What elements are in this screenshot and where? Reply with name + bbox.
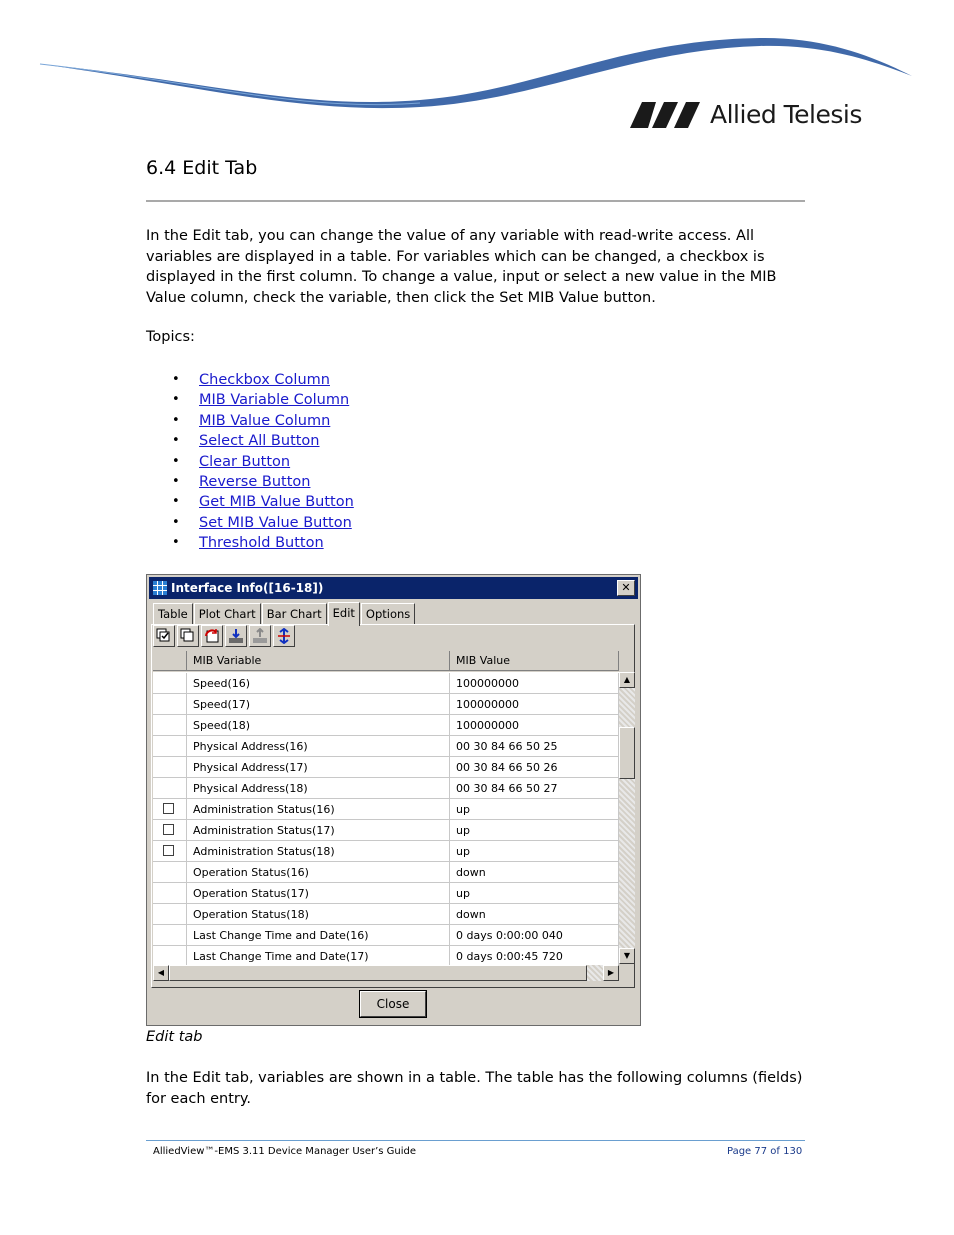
tab-options[interactable]: Options xyxy=(361,603,415,625)
threshold-icon xyxy=(276,628,292,644)
vertical-scrollbar[interactable] xyxy=(619,672,635,964)
reverse-icon xyxy=(204,628,220,644)
table-row[interactable] xyxy=(153,904,619,925)
mib-variable-cell: Last Change Time and Date(17) xyxy=(187,946,450,967)
close-button[interactable]: Close xyxy=(360,991,426,1017)
mib-variable-cell: Operation Status(17) xyxy=(187,883,450,904)
topics-label: Topics: xyxy=(146,329,195,345)
mib-value-cell[interactable]: 100000000 xyxy=(450,673,619,694)
table-row[interactable] xyxy=(153,925,619,946)
select-all-icon xyxy=(156,628,172,644)
checkbox-cell xyxy=(153,694,187,715)
mib-value-cell[interactable]: down xyxy=(450,862,619,883)
tab-bar xyxy=(153,603,416,625)
checkbox-cell xyxy=(153,736,187,757)
logo-mark-icon xyxy=(630,102,704,128)
column-header-mib-value[interactable]: MIB Value xyxy=(450,651,619,671)
set-mib-value-button[interactable] xyxy=(249,625,271,647)
mib-variable-cell: Operation Status(18) xyxy=(187,904,450,925)
tab-edit[interactable]: Edit xyxy=(328,602,360,626)
checkbox-cell xyxy=(153,883,187,904)
mib-value-cell[interactable]: 00 30 84 66 50 27 xyxy=(450,778,619,799)
clear-button[interactable] xyxy=(177,625,199,647)
checkbox-cell xyxy=(153,862,187,883)
mib-value-cell[interactable]: 00 30 84 66 50 25 xyxy=(450,736,619,757)
table-row[interactable] xyxy=(153,715,619,736)
logo-text: Allied Telesis xyxy=(710,100,862,129)
checkbox-cell xyxy=(153,841,187,862)
tab-plot-chart[interactable]: Plot Chart xyxy=(194,603,261,625)
threshold-button[interactable] xyxy=(273,625,295,647)
mib-variable-cell: Administration Status(17) xyxy=(187,820,450,841)
row-checkbox[interactable] xyxy=(163,824,174,835)
list-item xyxy=(146,533,354,553)
topic-link-reverse-button[interactable]: Reverse Button xyxy=(199,473,311,490)
table-row[interactable] xyxy=(153,946,619,967)
mib-variable-cell: Speed(18) xyxy=(187,715,450,736)
tab-bar-chart[interactable]: Bar Chart xyxy=(262,603,327,625)
scroll-left-icon[interactable]: ◀ xyxy=(153,965,169,981)
footer-guide-title: AlliedView™-EMS 3.11 Device Manager User’s Guide xyxy=(153,1146,417,1157)
topic-link-checkbox-column[interactable]: Checkbox Column xyxy=(199,372,330,388)
table-row[interactable] xyxy=(153,820,619,841)
footer-page-number: Page 77 of 130 xyxy=(727,1146,803,1157)
section-title: 6.4 Edit Tab xyxy=(146,157,258,179)
list-item xyxy=(146,513,354,533)
mib-value-cell[interactable]: 100000000 xyxy=(450,694,619,715)
edit-toolbar xyxy=(153,625,297,647)
mib-variable-cell: Administration Status(16) xyxy=(187,799,450,820)
list-item xyxy=(146,492,354,512)
window-title: Interface Info([16-18]) xyxy=(171,581,324,595)
checkbox-cell xyxy=(153,673,187,694)
mib-value-cell[interactable]: up xyxy=(450,799,619,820)
mib-value-cell[interactable]: down xyxy=(450,904,619,925)
checkbox-cell xyxy=(153,925,187,946)
checkbox-cell xyxy=(153,757,187,778)
scroll-right-icon[interactable]: ▶ xyxy=(603,965,619,981)
closing-paragraph: In the Edit tab, variables are shown in a table. The table has the following columns (fields) for each entry. xyxy=(146,1070,803,1107)
window-titlebar[interactable] xyxy=(149,577,638,599)
header-swoosh-graphic xyxy=(0,0,954,115)
mib-table xyxy=(153,651,619,967)
row-checkbox[interactable] xyxy=(163,845,174,856)
select-all-button[interactable] xyxy=(153,625,175,647)
interface-info-window xyxy=(146,574,641,1026)
mib-variable-cell: Physical Address(16) xyxy=(187,736,450,757)
table-row[interactable] xyxy=(153,757,619,778)
horizontal-scrollbar[interactable] xyxy=(153,965,619,981)
clear-icon xyxy=(180,628,196,644)
horizontal-scroll-track[interactable] xyxy=(169,965,603,981)
topic-link-get-mib-value-button[interactable]: Get MIB Value Button xyxy=(199,494,354,511)
column-header-mib-variable[interactable]: MIB Variable xyxy=(187,651,450,671)
mib-value-cell[interactable]: 0 days 0:00:45 720 xyxy=(450,946,619,967)
topic-link-mib-value-column[interactable]: MIB Value Column xyxy=(199,412,331,429)
allied-telesis-logo xyxy=(630,100,862,129)
intro-paragraph: In the Edit tab, you can change the value of any variable with read-write access. All variables are displayed in a table. For variables which can be changed, a checkbox is displayed in the first column. To change a value, input or select a new value in the MIB Value column, check the variable, then click the Set MIB Value button. xyxy=(146,228,777,306)
topic-link-threshold-button[interactable]: Threshold Button xyxy=(199,535,324,552)
get-mib-value-icon xyxy=(228,628,244,644)
list-item xyxy=(146,431,354,451)
mib-variable-cell: Administration Status(18) xyxy=(187,841,450,862)
topic-link-select-all-button[interactable]: Select All Button xyxy=(199,433,320,450)
footer-divider xyxy=(146,1140,805,1141)
scroll-up-icon[interactable]: ▲ xyxy=(619,672,635,688)
mib-variable-cell: Physical Address(17) xyxy=(187,757,450,778)
checkbox-cell xyxy=(153,820,187,841)
checkbox-cell xyxy=(153,715,187,736)
mib-value-cell[interactable]: 00 30 84 66 50 26 xyxy=(450,757,619,778)
table-header xyxy=(153,651,619,672)
mib-variable-cell: Speed(16) xyxy=(187,673,450,694)
table-row[interactable] xyxy=(153,694,619,715)
get-mib-value-button[interactable] xyxy=(225,625,247,647)
checkbox-cell xyxy=(153,946,187,967)
table-row[interactable] xyxy=(153,736,619,757)
mib-value-cell[interactable]: up xyxy=(450,820,619,841)
list-item xyxy=(146,370,354,390)
topic-link-mib-variable-column[interactable]: MIB Variable Column xyxy=(199,392,350,409)
close-icon[interactable]: ✕ xyxy=(617,580,635,596)
list-item xyxy=(146,452,354,472)
table-row[interactable] xyxy=(153,799,619,820)
topics-list xyxy=(146,370,354,554)
mib-value-cell[interactable]: up xyxy=(450,841,619,862)
table-row[interactable] xyxy=(153,778,619,799)
scroll-down-icon[interactable]: ▼ xyxy=(619,948,635,964)
reverse-button[interactable] xyxy=(201,625,223,647)
table-row[interactable] xyxy=(153,673,619,694)
table-row[interactable] xyxy=(153,883,619,904)
grid-app-icon xyxy=(153,581,167,595)
table-row[interactable] xyxy=(153,841,619,862)
row-checkbox[interactable] xyxy=(163,803,174,814)
checkbox-cell xyxy=(153,778,187,799)
mib-variable-cell: Speed(17) xyxy=(187,694,450,715)
list-item xyxy=(146,472,354,492)
horizontal-scroll-thumb[interactable] xyxy=(169,965,587,981)
list-item xyxy=(146,390,354,410)
set-mib-value-icon xyxy=(252,628,268,644)
topic-link-clear-button[interactable]: Clear Button xyxy=(199,453,291,470)
title-divider xyxy=(146,200,805,202)
topic-link-set-mib-value-button[interactable]: Set MIB Value Button xyxy=(199,514,352,531)
list-item xyxy=(146,411,354,431)
tab-table[interactable]: Table xyxy=(153,603,193,625)
column-header-checkbox[interactable] xyxy=(153,651,187,671)
mib-variable-cell: Last Change Time and Date(16) xyxy=(187,925,450,946)
mib-variable-cell: Physical Address(18) xyxy=(187,778,450,799)
checkbox-cell xyxy=(153,904,187,925)
mib-value-cell[interactable]: 0 days 0:00:00 040 xyxy=(450,925,619,946)
mib-value-cell[interactable]: up xyxy=(450,883,619,904)
mib-variable-cell: Operation Status(16) xyxy=(187,862,450,883)
table-row[interactable] xyxy=(153,862,619,883)
figure-caption: Edit tab xyxy=(146,1029,203,1045)
vertical-scroll-thumb[interactable] xyxy=(619,727,635,779)
mib-value-cell[interactable]: 100000000 xyxy=(450,715,619,736)
checkbox-cell xyxy=(153,799,187,820)
